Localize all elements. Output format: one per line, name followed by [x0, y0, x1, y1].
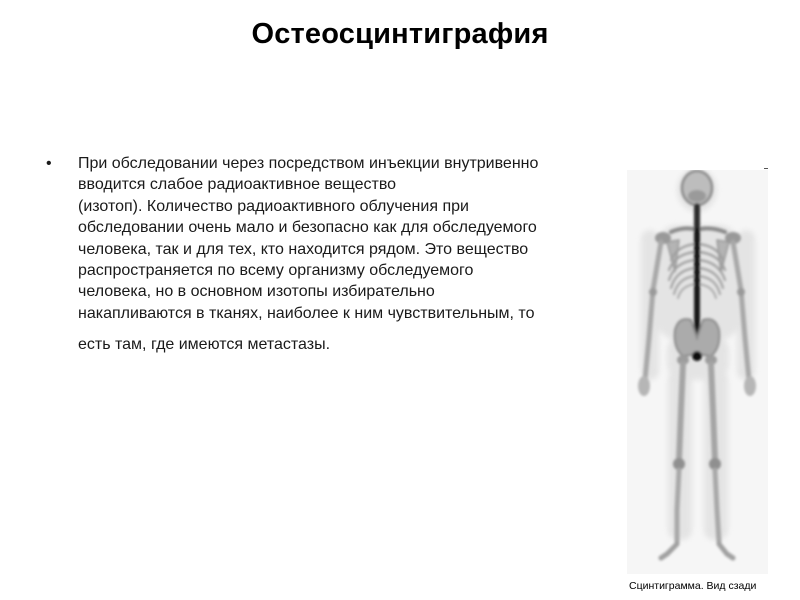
- body-line: (изотоп). Количество радиоактивного облучения при: [78, 197, 469, 215]
- body-line: человека, но в основном изотопы избирательно: [78, 283, 435, 301]
- body-line: вводится слабое радиоактивное вещество: [78, 176, 397, 194]
- slide-title: Остеосцинтиграфия: [251, 18, 549, 50]
- figure-corner-mark: [764, 168, 768, 169]
- body-line: При обследовании через посредством инъекции внутривенно: [78, 155, 539, 172]
- bullet-paragraph: [78, 153, 618, 356]
- figure-caption: Сцинтиграмма. Вид сзади: [629, 580, 757, 592]
- bullet-marker: •: [46, 155, 52, 172]
- body-line: есть там, где имеются метастазы.: [78, 336, 331, 354]
- body-line: обследовании очень мало и безопасно как для обследуемого: [78, 219, 537, 237]
- scintigram-image: [627, 170, 768, 574]
- body-line: человека, так и для тех, кто находится рядом. Это вещество: [78, 240, 529, 258]
- skeleton-scan-graphic: [627, 170, 768, 574]
- body-line: накапливаются в тканях, наиболее к ним чувствительным, то: [78, 304, 535, 322]
- body-line: распространяется по всему организму обследуемого: [78, 262, 474, 280]
